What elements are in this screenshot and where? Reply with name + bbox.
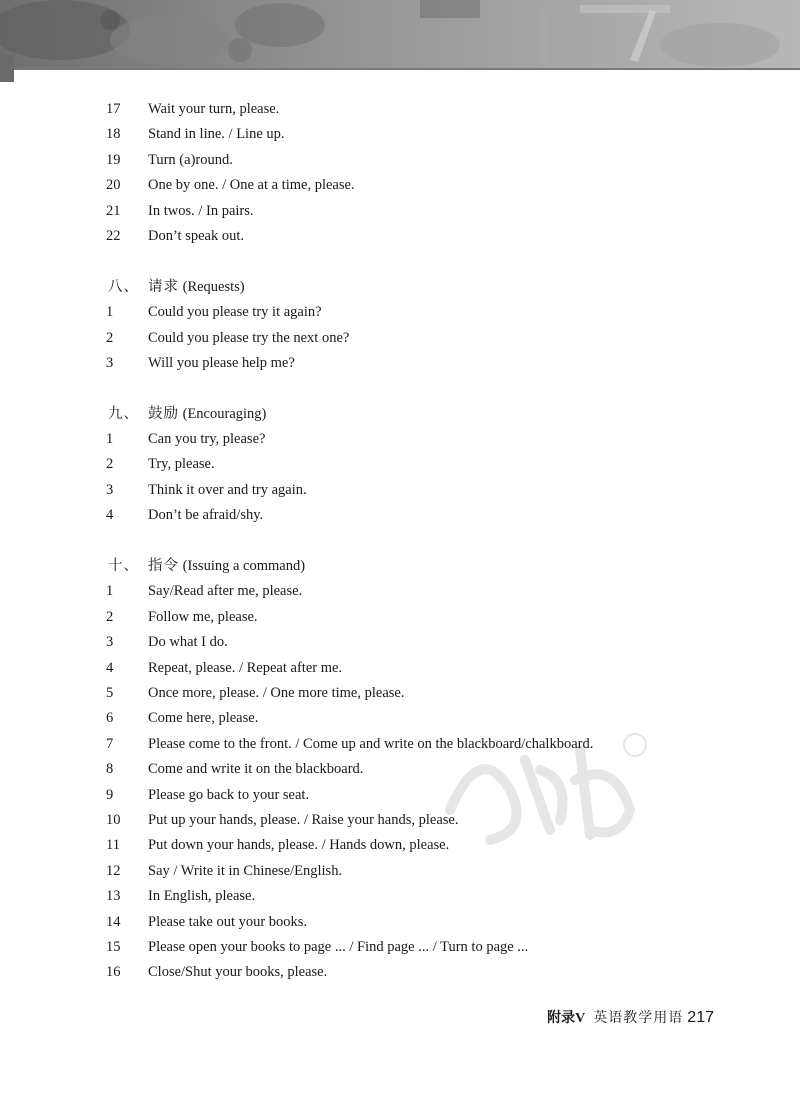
item-text: Do what I do. [148, 634, 228, 651]
item-text: Say / Write it in Chinese/English. [148, 862, 343, 879]
item-number: 2 [106, 329, 114, 346]
item-number: 21 [106, 202, 121, 219]
item-number: 12 [106, 862, 121, 879]
item-number: 2 [106, 608, 114, 625]
list-item [0, 757, 800, 782]
list-item [0, 148, 800, 173]
list-item [0, 199, 800, 224]
item-number: 10 [106, 811, 121, 828]
phrase-list [0, 97, 800, 986]
section-title [148, 554, 305, 579]
item-text: In twos. / In pairs. [148, 202, 254, 219]
section-spacer [0, 529, 800, 554]
item-number: 19 [106, 151, 121, 168]
item-text: In English, please. [148, 888, 256, 905]
item-text: One by one. / One at a time, please. [148, 177, 355, 194]
section-heading [0, 402, 800, 427]
item-number: 20 [106, 177, 121, 194]
section-number: 九、 [108, 405, 139, 422]
section-title-en: (Encouraging) [182, 405, 267, 422]
item-text: Try, please. [148, 456, 215, 473]
section-title-zh: 鼓励 [148, 405, 179, 422]
item-number: 3 [106, 354, 114, 371]
list-item [0, 960, 800, 985]
section-spacer [0, 376, 800, 401]
item-text: Once more, please. / One more time, please. [148, 684, 405, 701]
item-text: Stand in line. / Line up. [148, 126, 285, 143]
item-number: 1 [106, 431, 114, 448]
item-text: Say/Read after me, please. [148, 583, 303, 600]
item-text: Don’t be afraid/shy. [148, 507, 264, 524]
list-item [0, 427, 800, 452]
section-title [148, 402, 266, 427]
section-title-zh: 请求 [148, 278, 179, 295]
item-number: 4 [106, 507, 114, 524]
item-text: Could you please try it again? [148, 304, 322, 321]
item-number: 17 [106, 101, 121, 117]
item-number: 14 [106, 913, 121, 930]
item-text: Put up your hands, please. / Raise your hands, please. [148, 811, 459, 828]
item-text: Follow me, please. [148, 608, 258, 625]
item-text: Repeat, please. / Repeat after me. [148, 659, 343, 676]
list-item [0, 681, 800, 706]
list-item [0, 783, 800, 808]
list-item [0, 122, 800, 147]
item-number: 7 [106, 735, 114, 752]
item-number: 9 [106, 786, 114, 803]
list-item [0, 300, 800, 325]
section-number: 十、 [108, 558, 139, 575]
section-heading [0, 554, 800, 579]
appendix-label: 附录V [547, 1011, 586, 1026]
item-text: Don’t speak out. [148, 227, 244, 244]
item-text: Wait your turn, please. [148, 101, 280, 117]
item-number: 3 [106, 481, 114, 498]
list-item [0, 656, 800, 681]
list-item [0, 478, 800, 503]
item-text: Turn (a)round. [148, 151, 233, 168]
header-banner-illustration [0, 0, 800, 82]
item-text: Will you please help me? [148, 354, 295, 371]
item-text: Please come to the front. / Come up and write on the blackboard/chalkboard. [148, 735, 594, 752]
list-item [0, 732, 800, 757]
list-item [0, 224, 800, 249]
list-item [0, 808, 800, 833]
list-item [0, 833, 800, 858]
list-item [0, 452, 800, 477]
footer-title: 英语教学用语 [593, 1011, 684, 1026]
item-text: Please go back to your seat. [148, 786, 310, 803]
section-spacer [0, 249, 800, 274]
item-text: Close/Shut your books, please. [148, 964, 328, 981]
list-item [0, 910, 800, 935]
page-number: 217 [687, 1009, 714, 1026]
list-item [0, 97, 800, 122]
item-number: 1 [106, 304, 114, 321]
item-number: 22 [106, 227, 121, 244]
list-item [0, 579, 800, 604]
item-text: Can you try, please? [148, 431, 266, 448]
list-item [0, 351, 800, 376]
list-item [0, 935, 800, 960]
item-text: Please take out your books. [148, 913, 308, 930]
banner-art [0, 0, 800, 82]
list-item [0, 503, 800, 528]
item-number: 5 [106, 684, 114, 701]
list-item [0, 706, 800, 731]
list-item [0, 605, 800, 630]
item-number: 4 [106, 659, 114, 676]
section-title-zh: 指令 [148, 558, 179, 575]
item-number: 11 [106, 837, 120, 854]
section-number: 八、 [108, 278, 139, 295]
section-title-en: (Issuing a command) [182, 558, 306, 575]
item-text: Think it over and try again. [148, 481, 307, 498]
item-number: 16 [106, 964, 121, 981]
item-text: Come here, please. [148, 710, 259, 727]
page-footer [547, 1007, 714, 1027]
item-number: 15 [106, 938, 121, 955]
item-number: 1 [106, 583, 114, 600]
item-number: 8 [106, 761, 114, 778]
item-number: 6 [106, 710, 114, 727]
list-item [0, 884, 800, 909]
section-title-en: (Requests) [182, 278, 245, 295]
item-number: 3 [106, 634, 114, 651]
section-heading [0, 275, 800, 300]
item-text: Could you please try the next one? [148, 329, 350, 346]
item-text: Put down your hands, please. / Hands down, please. [148, 837, 450, 854]
list-item [0, 859, 800, 884]
item-text: Come and write it on the blackboard. [148, 761, 364, 778]
section-title [148, 275, 245, 300]
item-number: 13 [106, 888, 121, 905]
item-text: Please open your books to page ... / Find page ... / Turn to page ... [148, 938, 529, 955]
item-number: 2 [106, 456, 114, 473]
item-number: 18 [106, 126, 121, 143]
list-item [0, 630, 800, 655]
list-item [0, 326, 800, 351]
list-item [0, 173, 800, 198]
